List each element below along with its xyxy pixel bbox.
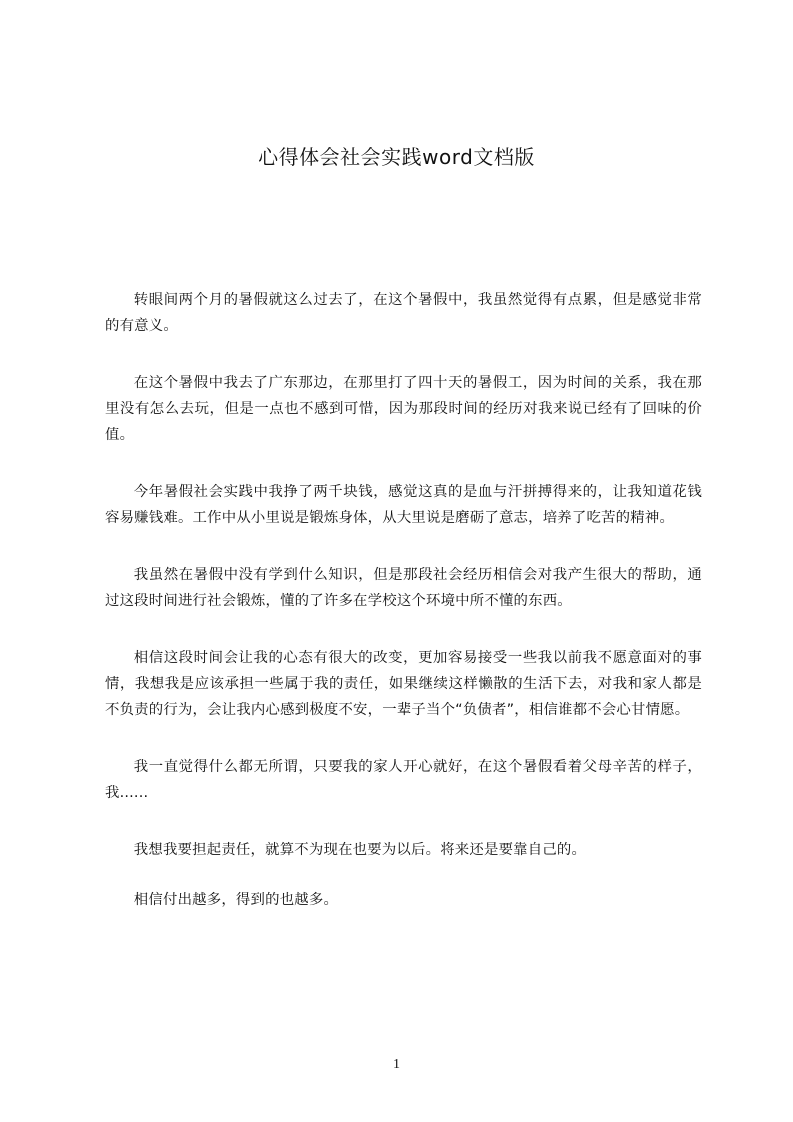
paragraph-1: 转眼间两个月的暑假就这么过去了，在这个暑假中，我虽然觉得有点累，但是感觉非常的有意义。	[105, 292, 702, 334]
document-body	[105, 287, 702, 937]
paragraph-5: 相信这段时间会让我的心态有很大的改变，更加容易接受一些我以前我不愿意面对的事情，我想我是应该承担一些属于我的责任，如果继续这样懒散的生活下去，对我和家人都是不负责的行为，会让我内心感到极度不安，一辈子当个“负债者”，相信谁都不会心甘情愿。	[105, 650, 702, 718]
page-number: 1	[393, 1057, 400, 1072]
paragraph-7: 我想我要担起责任，就算不为现在也要为以后。将来还是要靠自己的。	[133, 842, 587, 858]
paragraph-8: 相信付出越多，得到的也越多。	[133, 892, 339, 908]
paragraph-6: 我一直觉得什么都无所谓，只要我的家人开心就好，在这个暑假看着父母辛苦的样子，我......	[105, 759, 702, 801]
paragraph-2: 在这个暑假中我去了广东那边，在那里打了四十天的暑假工，因为时间的关系，我在那里没有怎么去玩，但是一点也不感到可惜，因为那段时间的经历对我来说已经有了回味的价值。	[105, 375, 702, 443]
document-title: 心得体会社会实践word文档版	[258, 145, 535, 169]
paragraph-4: 我虽然在暑假中没有学到什么知识，但是那段社会经历相信会对我产生很大的帮助，通过这段时间进行社会锻炼，懂的了许多在学校这个环境中所不懂的东西。	[105, 567, 702, 609]
paragraph-3: 今年暑假社会实践中我挣了两千块钱，感觉这真的是血与汗拼搏得来的，让我知道花钱容易赚钱难。工作中从小里说是锻炼身体，从大里说是磨砺了意志，培养了吃苦的精神。	[105, 484, 702, 526]
